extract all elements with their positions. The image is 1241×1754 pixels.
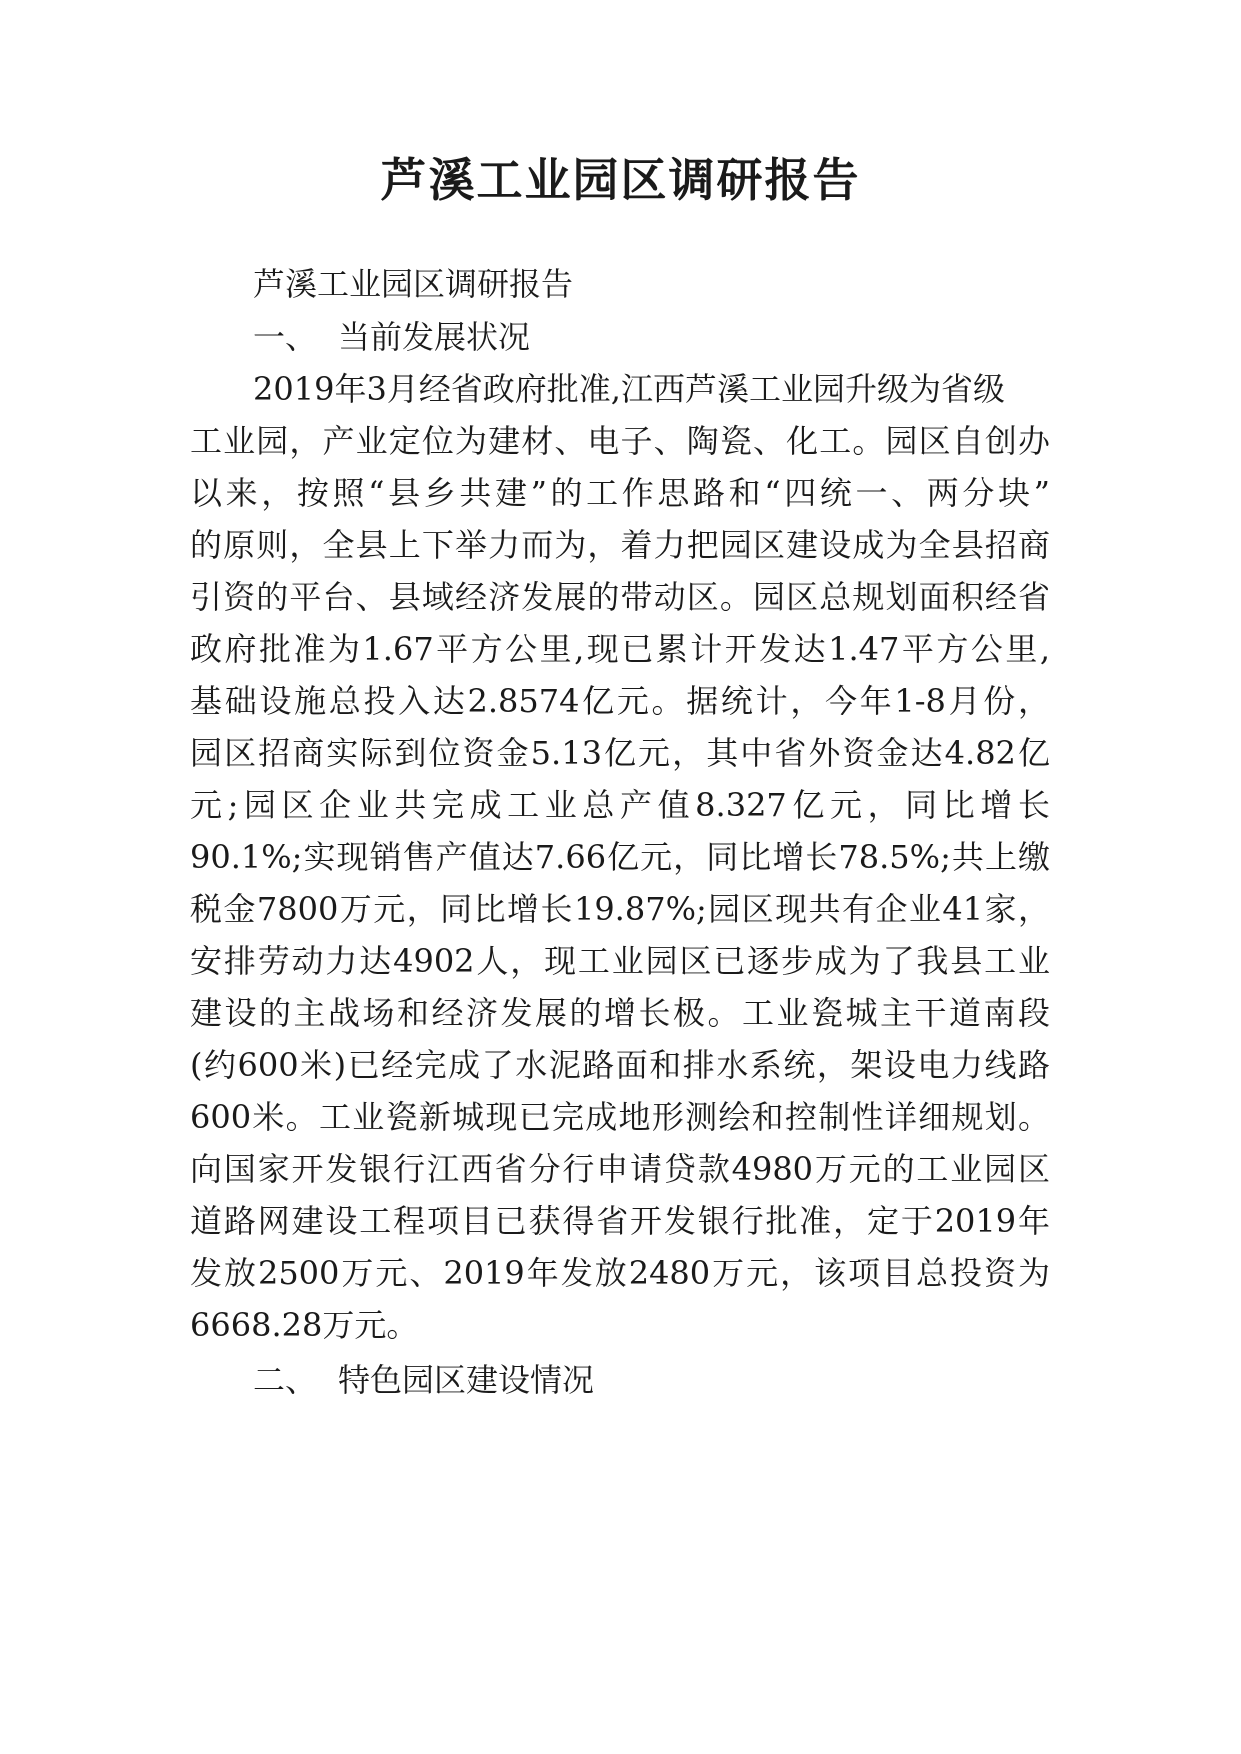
paragraph-line: 的原则，全县上下举力而为，着力把园区建设成为全县招商: [190, 526, 1050, 564]
paragraph-line: 600米。工业瓷新城现已完成地形测绘和控制性详细规划。: [190, 1098, 1050, 1136]
paragraph-line: 引资的平台、县域经济发展的带动区。园区总规划面积经省: [190, 578, 1050, 616]
paragraph-line: (约600米)已经完成了水泥路面和排水系统，架设电力线路: [190, 1046, 1050, 1084]
section-1-number: 一、: [253, 318, 318, 356]
paragraph-line: 90.1%;实现销售产值达7.66亿元，同比增长78.5%;共上缴: [190, 838, 1050, 876]
document-title: 芦溪工业园区调研报告: [380, 153, 861, 207]
paragraph-line: 税金7800万元，同比增长19.87%;园区现共有企业41家，: [190, 890, 1050, 928]
paragraph-line: 向国家开发银行江西省分行申请贷款4980万元的工业园区: [190, 1150, 1050, 1188]
paragraph-line: 以来，按照“县乡共建”的工作思路和“四统一、两分块”: [190, 474, 1050, 512]
section-2-title: 特色园区建设情况: [338, 1361, 595, 1399]
paragraph-line: 发放2500万元、2019年发放2480万元，该项目总投资为: [190, 1254, 1050, 1292]
paragraph-line: 建设的主战场和经济发展的增长极。工业瓷城主干道南段: [190, 994, 1050, 1032]
paragraph-line: 安排劳动力达4902人，现工业园区已逐步成为了我县工业: [190, 942, 1050, 980]
paragraph-line: 道路网建设工程项目已获得省开发银行批准，定于2019年: [190, 1202, 1050, 1240]
paragraph-line: 6668.28万元。: [190, 1306, 419, 1344]
subtitle: 芦溪工业园区调研报告: [253, 265, 574, 303]
paragraph-line: 园区招商实际到位资金5.13亿元，其中省外资金达4.82亿: [190, 734, 1050, 772]
paragraph-line: 元;园区企业共完成工业总产值8.327亿元，同比增长: [190, 786, 1050, 824]
paragraph-line: 2019年3月经省政府批准,江西芦溪工业园升级为省级: [253, 370, 1005, 408]
paragraph-line: 工业园，产业定位为建材、电子、陶瓷、化工。园区自创办: [190, 422, 1050, 460]
section-2-number: 二、: [253, 1361, 318, 1399]
paragraph-line: 基础设施总投入达2.8574亿元。据统计，今年1-8月份，: [190, 682, 1050, 720]
paragraph-line: 政府批准为1.67平方公里,现已累计开发达1.47平方公里,: [190, 630, 1050, 668]
section-1-title: 当前发展状况: [338, 318, 531, 356]
